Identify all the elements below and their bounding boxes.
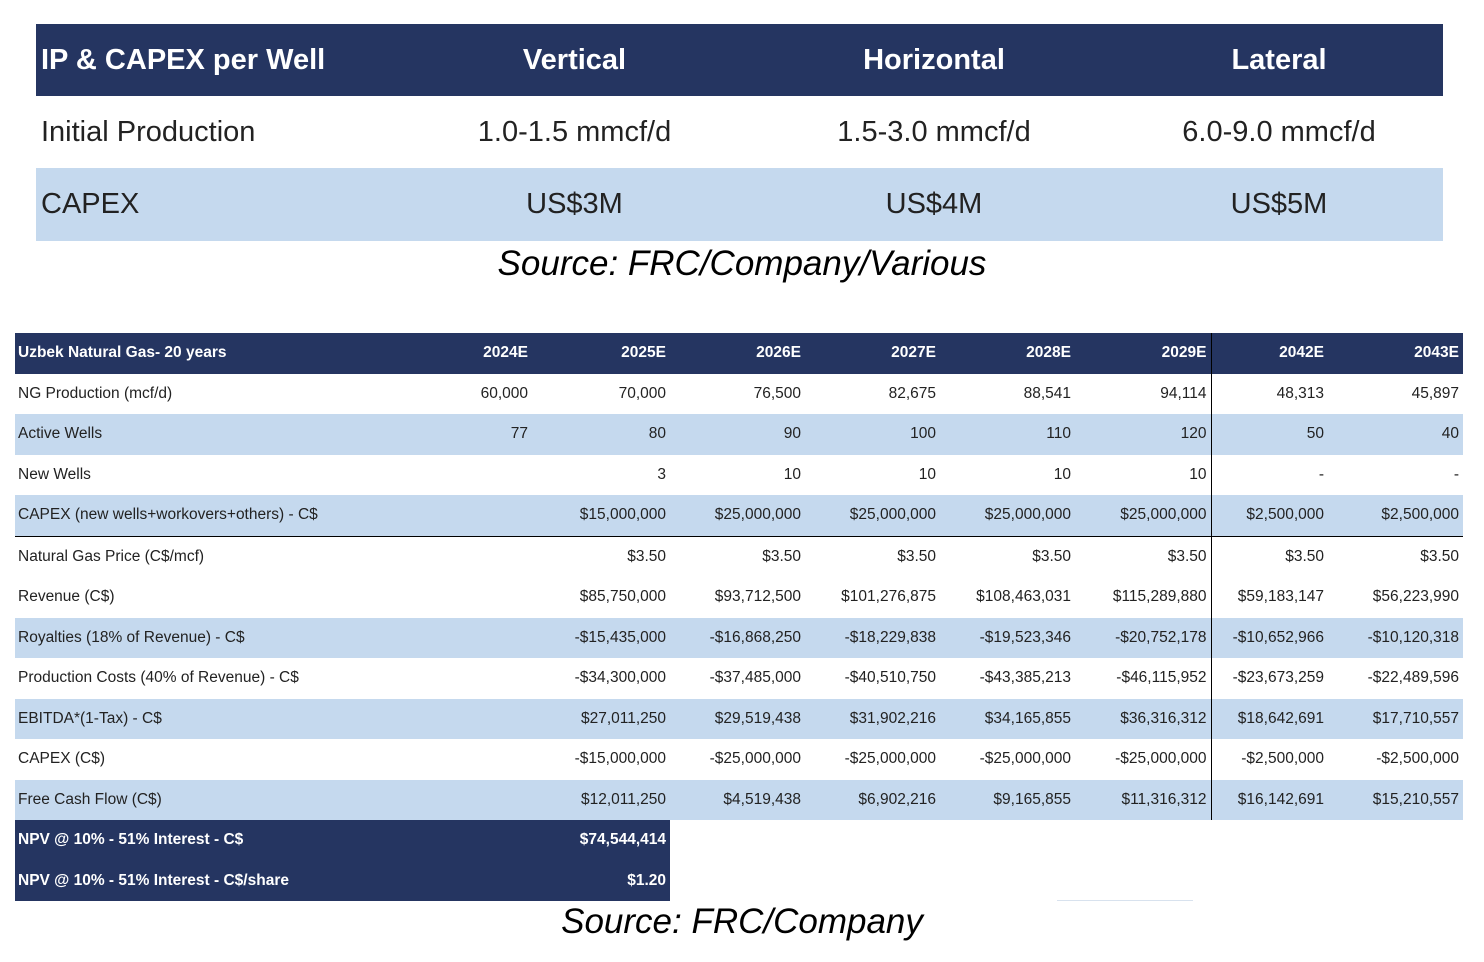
table-cell: 45,897 <box>1328 374 1463 415</box>
table2-header-label: Uzbek Natural Gas- 20 years <box>15 333 437 374</box>
row-label: CAPEX (new wells+workovers+others) - C$ <box>15 495 437 536</box>
ip-capex-table <box>36 24 1443 241</box>
table-cell: US$4M <box>753 168 1115 241</box>
table-cell: -$2,500,000 <box>1211 739 1328 780</box>
table-cell: Initial Production <box>36 96 396 168</box>
row-label: Natural Gas Price (C$/mcf) <box>15 536 437 577</box>
table-cell <box>437 495 532 536</box>
blank-cell <box>670 861 1463 902</box>
table-row <box>15 780 1463 821</box>
table-cell: $25,000,000 <box>805 495 940 536</box>
table-cell: $56,223,990 <box>1328 577 1463 618</box>
table-cell: $3.50 <box>670 536 805 577</box>
table-cell: $25,000,000 <box>1075 495 1211 536</box>
table1-header-vertical: Vertical <box>396 24 753 96</box>
table-cell: $15,210,557 <box>1328 780 1463 821</box>
table-cell: 70,000 <box>532 374 670 415</box>
table-cell: $3.50 <box>532 536 670 577</box>
table-cell: 1.0-1.5 mmcf/d <box>396 96 753 168</box>
table-row <box>15 658 1463 699</box>
table-cell: $17,710,557 <box>1328 699 1463 740</box>
table-cell: -$25,000,000 <box>670 739 805 780</box>
table-cell: -$2,500,000 <box>1328 739 1463 780</box>
table-cell: $2,500,000 <box>1328 495 1463 536</box>
table1-header-label: IP & CAPEX per Well <box>36 24 396 96</box>
table-cell: -$25,000,000 <box>805 739 940 780</box>
npv-label: NPV @ 10% - 51% Interest - C$/share <box>15 861 532 902</box>
table1-row-capex <box>36 168 1443 241</box>
row-label: NG Production (mcf/d) <box>15 374 437 415</box>
npv-row <box>15 820 1463 861</box>
table-cell: -$23,673,259 <box>1211 658 1328 699</box>
table-cell: - <box>1211 455 1328 496</box>
table-cell: $2,500,000 <box>1211 495 1328 536</box>
table-cell: -$34,300,000 <box>532 658 670 699</box>
table-cell: US$3M <box>396 168 753 241</box>
table-cell: 90 <box>670 414 805 455</box>
table-cell <box>437 658 532 699</box>
npv-value: $1.20 <box>532 861 670 902</box>
table-row <box>15 495 1463 536</box>
table2-header-year: 2043E <box>1328 333 1463 374</box>
table-cell <box>437 699 532 740</box>
table-cell: - <box>1328 455 1463 496</box>
table2-header-year: 2028E <box>940 333 1075 374</box>
table2-header-year: 2029E <box>1075 333 1211 374</box>
table2-header-year: 2026E <box>670 333 805 374</box>
table-cell: 1.5-3.0 mmcf/d <box>753 96 1115 168</box>
table-cell: -$10,652,966 <box>1211 618 1328 659</box>
table-cell: $34,165,855 <box>940 699 1075 740</box>
table-row <box>15 536 1463 577</box>
table-row <box>15 577 1463 618</box>
table-cell: 10 <box>805 455 940 496</box>
table-cell: -$25,000,000 <box>1075 739 1211 780</box>
table-cell: 10 <box>940 455 1075 496</box>
row-label: Production Costs (40% of Revenue) - C$ <box>15 658 437 699</box>
table2-header-year: 2024E <box>437 333 532 374</box>
table-cell: $3.50 <box>940 536 1075 577</box>
table-cell: $3.50 <box>1211 536 1328 577</box>
table-cell: -$22,489,596 <box>1328 658 1463 699</box>
table-row <box>15 455 1463 496</box>
table-cell: 94,114 <box>1075 374 1211 415</box>
table-cell: $3.50 <box>1328 536 1463 577</box>
table-cell: $15,000,000 <box>532 495 670 536</box>
table1-header-lateral: Lateral <box>1115 24 1443 96</box>
table-cell: $31,902,216 <box>805 699 940 740</box>
table-cell: 76,500 <box>670 374 805 415</box>
table2-body <box>15 333 1463 901</box>
table-cell: -$20,752,178 <box>1075 618 1211 659</box>
row-label: Free Cash Flow (C$) <box>15 780 437 821</box>
divider <box>1057 900 1193 901</box>
table-cell: 88,541 <box>940 374 1075 415</box>
table-cell: $18,642,691 <box>1211 699 1328 740</box>
table-cell: -$15,435,000 <box>532 618 670 659</box>
row-label: CAPEX (C$) <box>15 739 437 780</box>
table-cell: 10 <box>1075 455 1211 496</box>
table-cell: $59,183,147 <box>1211 577 1328 618</box>
row-label: Revenue (C$) <box>15 577 437 618</box>
table-cell: -$37,485,000 <box>670 658 805 699</box>
table-cell: $3.50 <box>1075 536 1211 577</box>
npv-label: NPV @ 10% - 51% Interest - C$ <box>15 820 532 861</box>
table1-header-row <box>36 24 1443 96</box>
table-cell: 77 <box>437 414 532 455</box>
table-cell: $85,750,000 <box>532 577 670 618</box>
table-cell: $108,463,031 <box>940 577 1075 618</box>
table-cell: -$43,385,213 <box>940 658 1075 699</box>
row-label: Active Wells <box>15 414 437 455</box>
table-cell: -$16,868,250 <box>670 618 805 659</box>
table-cell: -$18,229,838 <box>805 618 940 659</box>
table-cell: 10 <box>670 455 805 496</box>
table-row <box>15 374 1463 415</box>
table-cell: 40 <box>1328 414 1463 455</box>
table-cell: 110 <box>940 414 1075 455</box>
table-cell: CAPEX <box>36 168 396 241</box>
table-cell: -$19,523,346 <box>940 618 1075 659</box>
table-cell: $25,000,000 <box>670 495 805 536</box>
table-cell: 48,313 <box>1211 374 1328 415</box>
table-cell: $115,289,880 <box>1075 577 1211 618</box>
table-cell: $101,276,875 <box>805 577 940 618</box>
table2-header-row <box>15 333 1463 374</box>
table2-header-year: 2042E <box>1211 333 1328 374</box>
table2-header-year: 2027E <box>805 333 940 374</box>
table-cell: 80 <box>532 414 670 455</box>
row-label: EBITDA*(1-Tax) - C$ <box>15 699 437 740</box>
table-cell: $36,316,312 <box>1075 699 1211 740</box>
npv-row <box>15 861 1463 902</box>
table-cell: 3 <box>532 455 670 496</box>
source-caption-2: Source: FRC/Company <box>561 902 923 941</box>
table-row <box>15 739 1463 780</box>
table-cell: $27,011,250 <box>532 699 670 740</box>
table1-row-initial-production <box>36 96 1443 168</box>
table-cell: 6.0-9.0 mmcf/d <box>1115 96 1443 168</box>
table-cell <box>437 536 532 577</box>
table-cell <box>437 618 532 659</box>
table1-header-horizontal: Horizontal <box>753 24 1115 96</box>
table-cell: $9,165,855 <box>940 780 1075 821</box>
table-cell: -$40,510,750 <box>805 658 940 699</box>
table2-header-year: 2025E <box>532 333 670 374</box>
table-cell: 60,000 <box>437 374 532 415</box>
table-cell: 50 <box>1211 414 1328 455</box>
table-cell: $12,011,250 <box>532 780 670 821</box>
table-cell: $3.50 <box>805 536 940 577</box>
table-cell: 120 <box>1075 414 1211 455</box>
table-row <box>15 414 1463 455</box>
table-cell: -$10,120,318 <box>1328 618 1463 659</box>
table-cell: -$46,115,952 <box>1075 658 1211 699</box>
table-row <box>15 618 1463 659</box>
table-cell: -$25,000,000 <box>940 739 1075 780</box>
source-caption-1: Source: FRC/Company/Various <box>497 244 987 283</box>
table-cell: $29,519,438 <box>670 699 805 740</box>
table-cell <box>437 455 532 496</box>
npv-value: $74,544,414 <box>532 820 670 861</box>
table-cell: $16,142,691 <box>1211 780 1328 821</box>
table-cell: $25,000,000 <box>940 495 1075 536</box>
table-cell <box>437 577 532 618</box>
table-cell: $4,519,438 <box>670 780 805 821</box>
table-cell: US$5M <box>1115 168 1443 241</box>
table-cell <box>437 780 532 821</box>
table-cell: $11,316,312 <box>1075 780 1211 821</box>
table-cell: -$15,000,000 <box>532 739 670 780</box>
table-cell: $93,712,500 <box>670 577 805 618</box>
row-label: Royalties (18% of Revenue) - C$ <box>15 618 437 659</box>
table-row <box>15 699 1463 740</box>
table-cell: 100 <box>805 414 940 455</box>
blank-cell <box>670 820 1463 861</box>
table-cell: $6,902,216 <box>805 780 940 821</box>
table-cell: 82,675 <box>805 374 940 415</box>
table-cell <box>437 739 532 780</box>
uzbek-natural-gas-table <box>15 333 1463 901</box>
row-label: New Wells <box>15 455 437 496</box>
